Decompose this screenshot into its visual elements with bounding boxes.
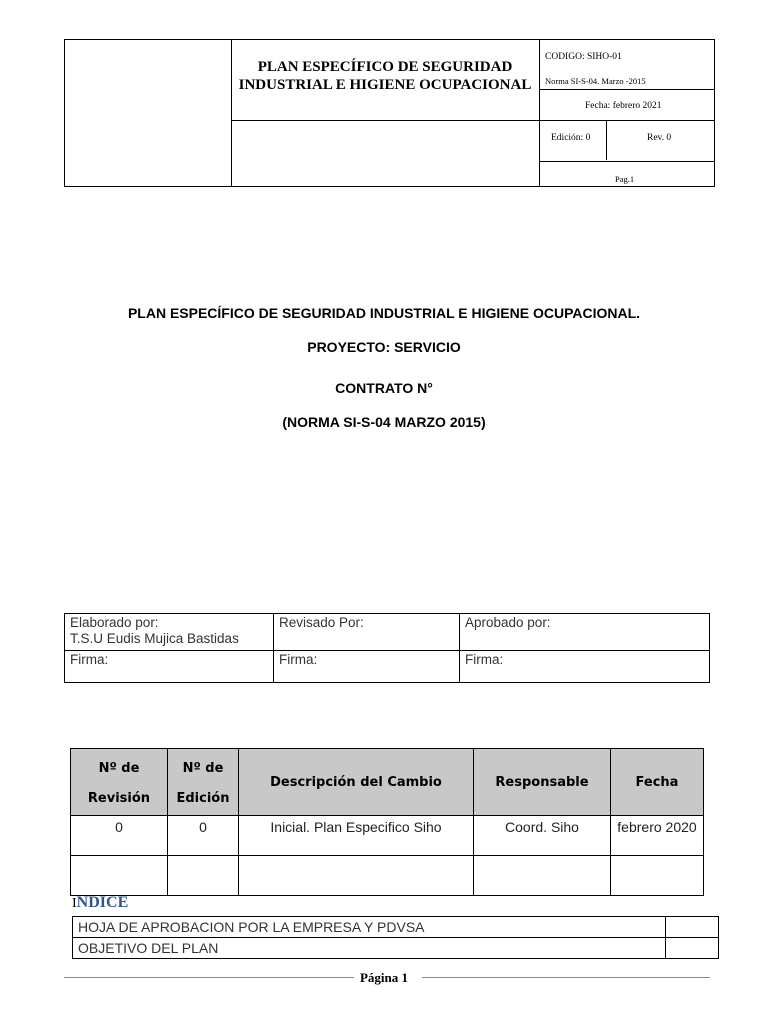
empty-cell	[168, 856, 239, 896]
index-heading	[72, 894, 128, 912]
firma-label: Firma:	[70, 652, 109, 667]
header-fecha: Fecha: febrero 2021	[585, 101, 662, 111]
document-title: PLAN ESPECÍFICO DE SEGURIDAD INDUSTRIAL E HIGIENE OCUPACIONAL.	[127, 305, 641, 321]
date-cell: febrero 2020	[611, 816, 704, 856]
elaborado-cell	[65, 614, 274, 651]
aprobado-cell	[460, 614, 710, 651]
index-heading-rest: NDICE	[76, 894, 129, 911]
header-divider	[539, 161, 714, 162]
header-divider	[539, 40, 540, 186]
approval-table	[64, 613, 710, 683]
page-number: Página 1	[356, 970, 412, 985]
index-heading-initial: I	[72, 896, 77, 911]
header-text: Nº de	[182, 761, 224, 776]
responsible-cell: Coord. Siho	[474, 816, 611, 856]
responsible-header: Responsable	[474, 749, 611, 816]
firma-cell	[65, 651, 274, 683]
empty-cell	[474, 856, 611, 896]
header-text: Revisión	[87, 791, 151, 806]
project-title: PROYECTO: SERVICIO	[307, 339, 461, 355]
description-header: Descripción del Cambio	[239, 749, 474, 816]
header-divider	[606, 120, 607, 160]
revisado-cell	[274, 614, 460, 651]
date-header: Fecha	[611, 749, 704, 816]
empty-cell	[611, 856, 704, 896]
table-row	[71, 816, 704, 856]
empty-cell	[239, 856, 474, 896]
table-row	[71, 856, 704, 896]
firma-label: Firma:	[279, 652, 318, 667]
aprobado-label: Aprobado por:	[465, 615, 551, 630]
elaborado-name: T.S.U Eudis Mujica Bastidas	[70, 631, 239, 646]
header-divider	[539, 89, 714, 90]
document-header	[64, 39, 715, 187]
description-cell: Inicial. Plan Especifico Siho	[239, 816, 474, 856]
revision-number-header	[71, 749, 168, 816]
index-item[interactable]: OBJETIVO DEL PLAN	[73, 938, 666, 959]
header-codigo: CODIGO: SIHO-01	[545, 52, 622, 62]
revision-number-cell: 0	[71, 816, 168, 856]
header-rev: Rev. 0	[647, 133, 672, 143]
index-row	[73, 917, 719, 938]
page-footer	[0, 970, 768, 986]
header-text: Nº de	[98, 761, 140, 776]
revision-table	[70, 748, 704, 896]
empty-cell	[71, 856, 168, 896]
index-row	[73, 938, 719, 959]
header-norma: Norma SI-S-04. Marzo -2015	[545, 76, 646, 86]
header-text: Edición	[176, 791, 230, 806]
header-divider	[231, 120, 714, 121]
index-page-cell	[666, 938, 719, 959]
revisado-label: Revisado Por:	[279, 615, 364, 630]
header-title: PLAN ESPECÍFICO DE SEGURIDAD INDUSTRIAL E HIGIENE OCUPACIONAL	[238, 59, 532, 93]
firma-cell	[274, 651, 460, 683]
edition-number-header	[168, 749, 239, 816]
header-edicion: Edición: 0	[551, 133, 591, 143]
firma-cell	[460, 651, 710, 683]
edition-number-cell: 0	[168, 816, 239, 856]
firma-label: Firma:	[465, 652, 504, 667]
index-page-cell	[666, 917, 719, 938]
index-table	[72, 916, 719, 959]
elaborado-label: Elaborado por:	[70, 615, 159, 630]
contract-title: CONTRATO N°	[335, 380, 433, 396]
norma-title: (NORMA SI-S-04 MARZO 2015)	[282, 414, 486, 430]
index-item[interactable]: HOJA DE APROBACION POR LA EMPRESA Y PDVSA	[73, 917, 666, 938]
header-page: Pag.1	[615, 174, 635, 184]
